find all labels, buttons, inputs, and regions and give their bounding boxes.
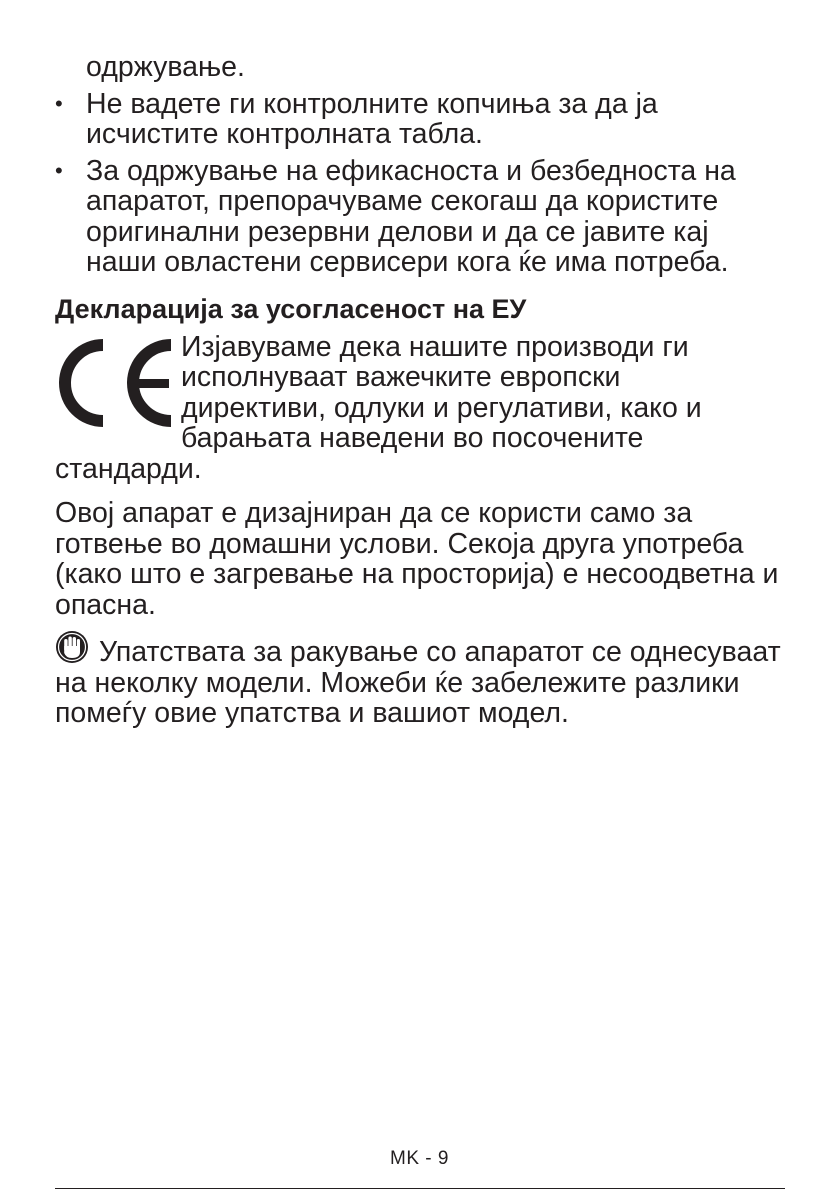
page-number: MK - 9 [390,1148,449,1169]
ce-text-tail: стандарди. [55,452,202,485]
ce-text-line: Изјавуваме дека нашите производи ги [181,330,689,363]
ce-mark-icon [55,338,173,428]
bullet-text: За одржување на ефикасноста и безбедноста на апаратот, препорачуваме секогаш да користите оригинални резервни делови и да се јавите кај наши овластени сервисери кога ќе има потреба. [86,154,736,278]
document-body [55,52,785,729]
ce-text-line: директиви, одлуки и регулативи, како и [181,391,702,424]
ce-declaration [55,332,785,485]
warning-text: Упатствата за ракување со апаратот се однесуваат на неколку модели. Можеби ќе забележите разлики помеѓу овие упатства и вашиот модел. [55,636,781,729]
ce-text-line: исполнуваат важечките европски [181,361,621,393]
bullet-item [55,89,785,150]
hand-stop-icon [55,630,89,664]
ce-text-line: барањата наведени во посочените [181,422,644,454]
continued-text: одржување. [86,51,245,83]
footer-divider [55,1188,785,1189]
section-heading: Декларација за усогласеност на ЕУ [55,293,527,324]
warning-note [55,630,785,729]
bullet-symbol: • [55,90,63,116]
bullet-item [55,156,785,278]
bullet-text: Не вадете ги контролните копчиња за да ја исчистите контролната табла. [86,87,658,150]
usage-paragraph: Овој апарат е дизајниран да се користи само за готвење во домашни услови. Секоја друга употреба (како што е загревање на просторија) е несоодветна и опасна. [55,497,779,621]
bullet-symbol: • [55,157,63,183]
